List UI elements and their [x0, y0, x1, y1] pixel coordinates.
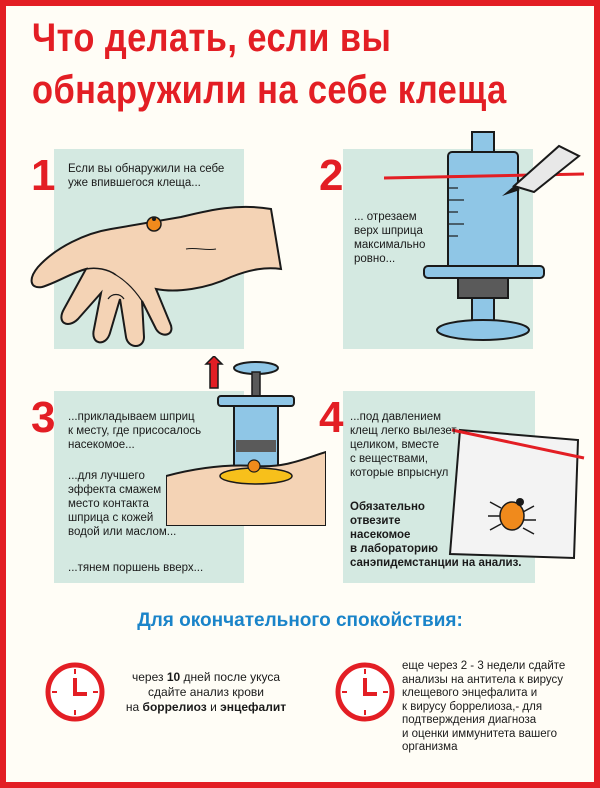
title-line-2: обнаружили на себе клеща [32, 68, 507, 112]
step-2-text: ... отрезаем верх шприца максимально ровно... [354, 211, 426, 265]
advice-left: через 10 дней после укуса сдайте анализ крови на боррелиоз и энцефалит [125, 670, 287, 714]
page-title [32, 12, 514, 116]
clock-icon [44, 661, 106, 723]
step-4-number: 4 [319, 393, 344, 442]
clock-icon-right [334, 661, 396, 723]
step-1-number: 1 [31, 151, 56, 200]
advice-right: еще через 2 - 3 недели сдайте анализы на антитела к вирусу клещевого энцефалита и к вирусу боррелиоза,- для подтверждения диагноза и оценки иммунитета вашего организма [402, 660, 566, 753]
calm-heading: Для окончательного спокойствия: [137, 610, 463, 631]
title-line-1: Что делать, если вы [32, 16, 392, 60]
step-3-number: 3 [31, 393, 56, 442]
step-3-text-b: ...для лучшего эффекта смажем место контакта шприца с кожей водой или маслом... [68, 470, 177, 538]
step-1-text: Если вы обнаружили на себе уже впившегося клеща... [68, 163, 225, 189]
tick-on-hand-icon [144, 214, 164, 234]
step-3-text-a: ...прикладываем шприц к месту, где присосалось насекомое... [68, 411, 202, 451]
step-4-warning: Обязательно отвезите насекомое в лабораторию санэпидемстанции на анализ. [350, 501, 522, 569]
step-4-text: ...под давлением клещ легко вылезет целиком, вместе с веществами, которые впрыснул [350, 411, 457, 479]
step-2-number: 2 [319, 151, 344, 200]
step-3-text-c: ...тянем поршень вверх... [68, 562, 204, 574]
